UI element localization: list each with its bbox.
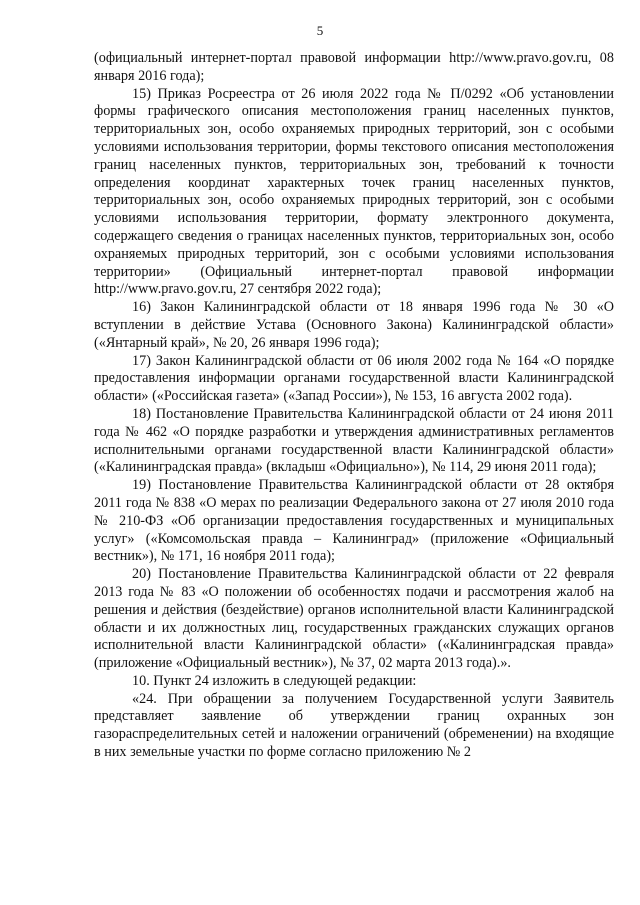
paragraph-text: «24. При обращении за получением Государственной услуги Заявитель представляет заявление об утверждении границ охранных зон газораспределительных сетей и наложении ограничений (обременении) на входящие в них земельные участки по форме согласно приложению № 2 — [94, 690, 614, 761]
paragraph-text: (официальный интернет-портал правовой информации http://www.pravo.gov.ru, 08 января 2016 года); — [94, 50, 614, 84]
list-item-number: 19) — [132, 477, 151, 494]
list-item-number: 16) — [132, 299, 151, 316]
list-item-text: Постановление Правительства Калининградской области от 22 февраля 2013 года № 83 «О положении об особенностях подачи и рассмотрения жалоб на решения и действия (бездействие) органов исполнительной власти Калининградской области и их должностных лиц, государственных гражданских служащих органов исполнительной власти Калининградской области» («Калининградская правда» (приложение «Официальный вестник»), № 37, 02 марта 2013 года).». — [94, 566, 614, 672]
page-number: 5 — [316, 23, 324, 38]
list-item-19 — [94, 477, 614, 566]
list-item-16 — [94, 299, 614, 352]
list-item-text: Постановление Правительства Калининградской области от 24 июня 2011 года № 462 «О порядке разработки и утверждения административных регламентов исполнительными органами государственной власти Калининградской области» («Калининградская правда» (вкладыш «Официально»), № 114, 29 июня 2011 года); — [94, 405, 615, 476]
list-item-number: 15) — [132, 85, 151, 102]
list-item-number: 17) — [132, 352, 151, 369]
list-item-18 — [94, 406, 614, 477]
list-item-text: Приказ Росреестра от 26 июля 2022 года № П/0292 «Об установлении формы графического описания местоположения границ населенных пунктов, территориальных зон, особо охраняемых природных территорий, зон с особыми условиями использования территории, формы текстового описания местоположения границ населенных пунктов, территориальных зон, требований к точности определения координат характерных точек границ населенных пунктов, территориальных зон, особо охраняемых природных территорий, зон с особыми условиями использования территории, формату электронного документа, содержащего сведения о границах населенных пунктов, территориальных зон, особо охраняемых природных территорий, зон с особыми условиями использования территории» (Официальный интернет-портал правовой информации http://www.pravo.gov.ru, 27 сентября 2022 года); — [94, 85, 614, 298]
list-item-number: 20) — [132, 566, 151, 583]
list-item-text: Закон Калининградской области от 06 июля 2002 года № 164 «О порядке предоставления информации органами государственной власти Калининградской области» («Российская газета» («Запад России»), № 153, 16 августа 2002 года). — [94, 352, 615, 405]
paragraph-text: 10. Пункт 24 изложить в следующей редакции: — [132, 672, 417, 689]
paragraph-continuation — [94, 50, 614, 86]
amendment-item-10 — [94, 673, 614, 691]
document-body — [94, 50, 614, 762]
list-item-text: Закон Калининградской области от 18 января 1996 года № 30 «О вступлении в действие Устава (Основного Закона) Калининградской области» («Янтарный край», № 20, 26 января 1996 года); — [94, 299, 614, 351]
list-item-17 — [94, 353, 614, 406]
quoted-clause-24 — [94, 691, 614, 762]
list-item-15 — [94, 86, 614, 300]
list-item-number: 18) — [132, 405, 151, 422]
list-item-20 — [94, 566, 614, 673]
list-item-text: Постановление Правительства Калининградской области от 28 октября 2011 года № 838 «О мерах по реализации Федерального закона от 27 июля 2010 года № 210-ФЗ «Об организации предоставления государственных и муниципальных услуг» («Комсомольская правда – Калининград» (приложение «Официальный вестник»), № 171, 16 ноября 2011 года); — [94, 477, 614, 565]
